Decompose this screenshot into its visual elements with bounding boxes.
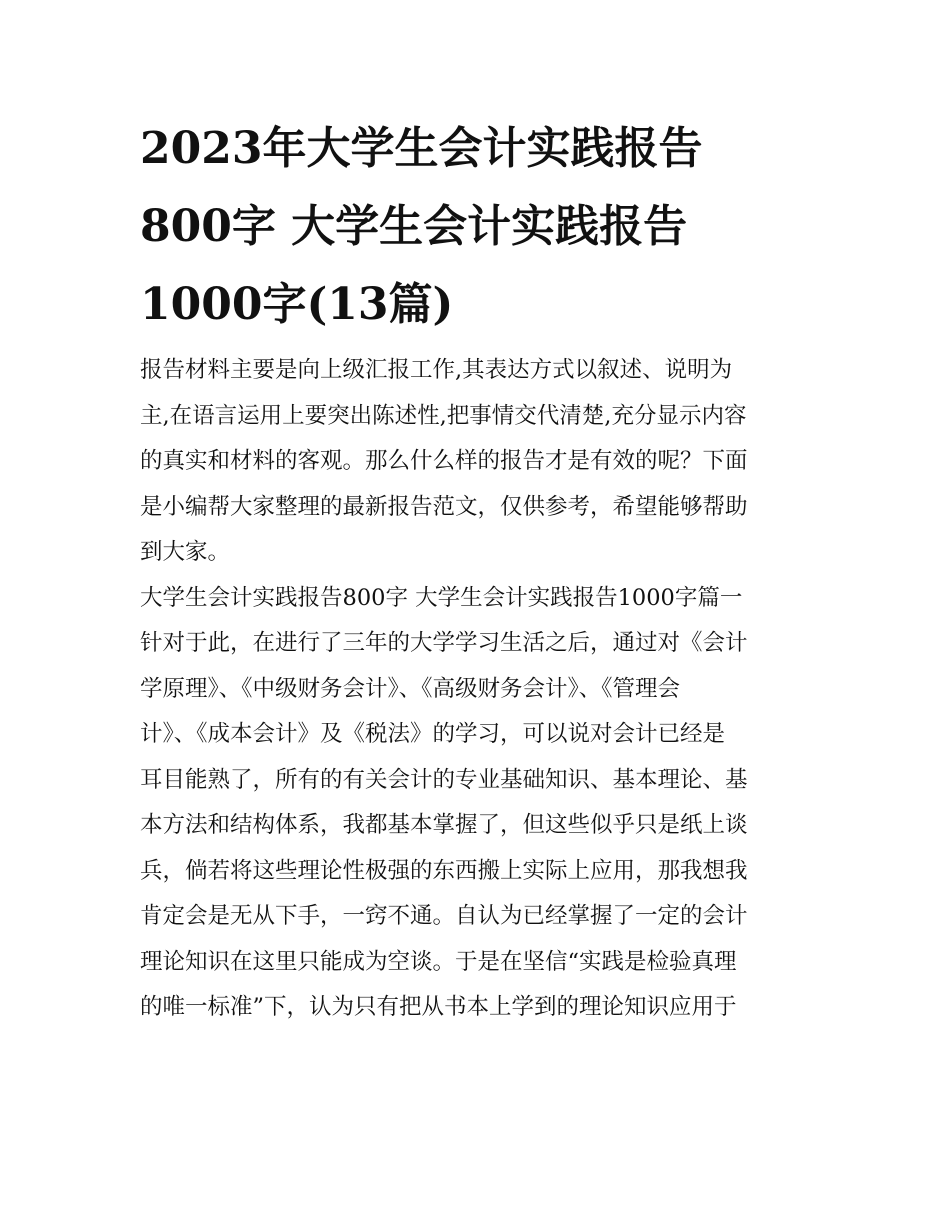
- body-line-9: 的唯一标准”下，认为只有把从书本上学到的理论知识应用于: [140, 994, 737, 1020]
- document-title: [140, 110, 812, 344]
- body-line-2: 学原理》、《中级财务会计》、《高级财务会计》、《管理会: [140, 675, 681, 702]
- section-heading: [140, 576, 812, 622]
- body-line-8: 理论知识在这里只能成为空谈。于是在坚信“实践是检验真理: [140, 948, 737, 975]
- title-line-1: 2023年大学生会计实践报告: [140, 123, 703, 174]
- body-line-3: 计》、《成本会计》及《税法》的学习，可以说对会计已经是: [140, 721, 726, 747]
- body-line-7: 肯定会是无从下手，一窍不通。自认为已经掌握了一定的会计: [140, 903, 748, 929]
- intro-paragraph: [140, 348, 812, 576]
- intro-line-5: 到大家。: [140, 539, 231, 565]
- title-line-3: 1000字(13篇): [140, 279, 454, 330]
- intro-line-3: 的真实和材料的客观。那么什么样的报告才是有效的呢？下面: [140, 448, 748, 474]
- body-line-5: 本方法和结构体系，我都基本掌握了，但这些似乎只是纸上谈: [140, 812, 748, 838]
- section-heading-text: 大学生会计实践报告800字 大学生会计实践报告1000字篇一: [140, 584, 743, 611]
- body-paragraph: [140, 621, 812, 1031]
- body-line-6: 兵，倘若将这些理论性极强的东西搬上实际上应用，那我想我: [140, 857, 748, 884]
- document-page: [140, 110, 812, 1031]
- body-line-1: 针对于此，在进行了三年的大学学习生活之后，通过对《会计: [140, 630, 748, 656]
- intro-line-1: 报告材料主要是向上级汇报工作,其表达方式以叙述、说明为: [140, 357, 733, 383]
- intro-line-4: 是小编帮大家整理的最新报告范文，仅供参考，希望能够帮助: [140, 493, 748, 520]
- intro-line-2: 主,在语言运用上要突出陈述性,把事情交代清楚,充分显示内容: [140, 402, 747, 429]
- title-line-2: 800字 大学生会计实践报告: [140, 201, 688, 252]
- body-line-4: 耳目能熟了，所有的有关会计的专业基础知识、基本理论、基: [140, 766, 748, 793]
